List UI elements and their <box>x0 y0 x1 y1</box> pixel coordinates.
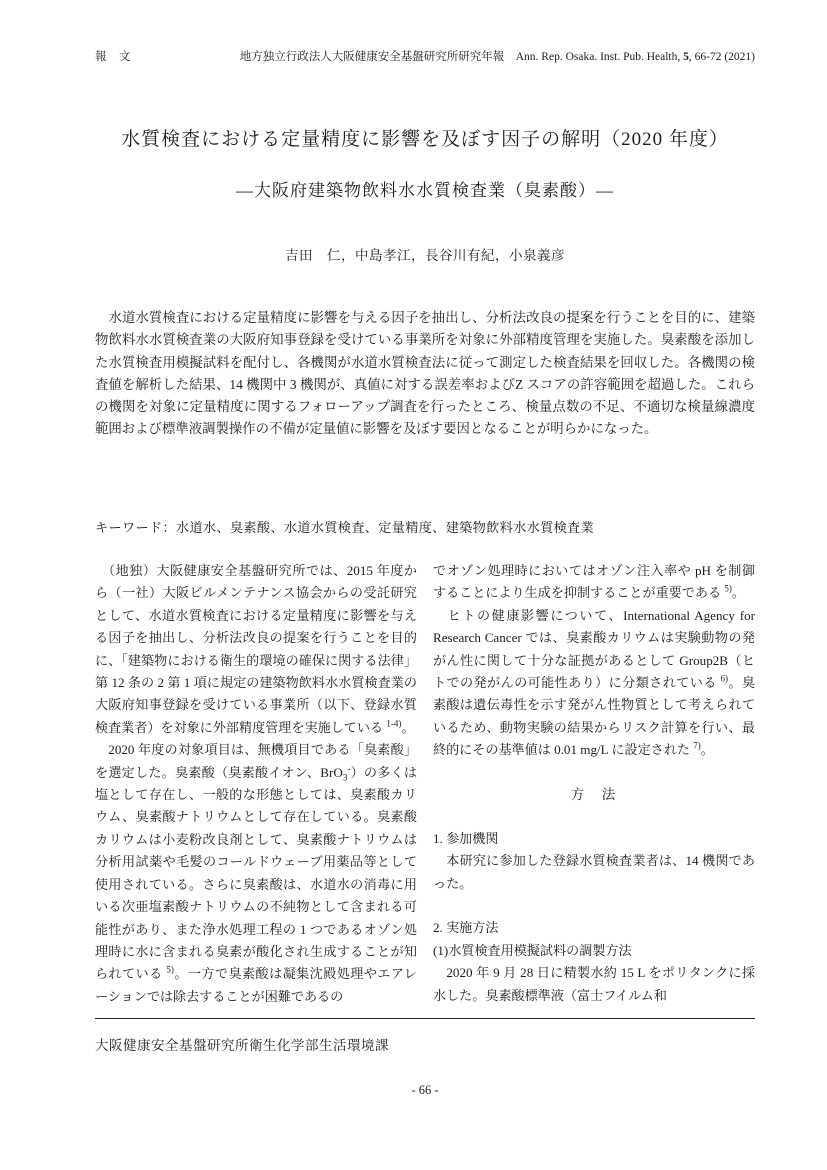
method-2-body: 2020 年 9 月 28 日に精製水約 15 L をポリタンクに採水した。臭素酸標準液（富士フイルム和 <box>433 965 755 1003</box>
footnote-divider <box>95 1018 755 1019</box>
intro-paragraph-2-continued: でオゾン処理時においてはオゾン注入率や pH を制御することにより生成を抑制することが重要である $^{5)}$。 <box>433 563 755 601</box>
left-column <box>95 560 417 1008</box>
journal-citation-en: Ann. Rep. Osaka. Inst. Pub. Health, <box>504 51 684 63</box>
intro-paragraph-1: （地独）大阪健康安全基盤研究所では、2015 年度から（一社）大阪ビルメンテナンス協会からの受託研究として、水道水質検査における定量精度に影響を与える因子を抽出し、分析法改良の提案を行うことを目的に、「建築物における衛生的環境の確保に関する法律」第 12 条の 2 第 1 項に規定の建築物飲料水水質検査業の大阪府知事登録を受けている事業所（以下、登録水質検査業者）を対象に外部精度管理を実施している $^{1-4)}$。 <box>95 563 417 735</box>
two-column-body <box>95 560 755 1008</box>
journal-volume: 5 <box>683 51 689 63</box>
journal-pages-year: , 66-72 (2021) <box>688 51 755 63</box>
paper-subtitle: ―大阪府建築物飲料水水質検査業（臭素酸）― <box>236 181 614 200</box>
method-2-subtitle: (1)水質検査用模擬試料の調製方法 <box>433 942 632 958</box>
page-content <box>95 0 755 1170</box>
right-column <box>433 560 755 1008</box>
abstract-paragraph: 水道水質検査における定量精度に影響を与える因子を抽出し、分析法改良の提案を行うことを目的に、建築物飲料水水質検査業の大阪府知事登録を受けている事業所を対象に外部精度管理を実施した。臭素酸を添加した水質検査用模擬試料を配付し、各機関が水道水質検査法に従って測定した検査結果を回収した。各機関の検査値を解析した結果、14 機関中 3 機関が、真値に対する誤差率およびZ スコアの許容範囲を超過した。これらの機関を対象に定量精度に関するフォローアップ調査を行ったところ、検量点数の不足、不適切な検量線濃度範囲および標準液調製操作の不備が定量値に影響を及ぼす要因となることが明らかになった。 <box>95 310 755 437</box>
journal-citation <box>240 48 755 64</box>
authors-line: 吉田 仁，中島孝江，長谷川有紀，小泉義彦 <box>285 248 565 263</box>
article-category-label: 報 文 <box>95 51 131 63</box>
page-header <box>95 48 755 64</box>
paper-title: 水質検査における定量精度に影響を及ぼす因子の解明（2020 年度） <box>121 129 729 150</box>
journal-name-jp: 地方独立行政法人大阪健康安全基盤研究所研究年報 <box>239 51 505 63</box>
intro-paragraph-2: 2020 年度の対象項目は、無機項目である「臭素酸」を選定した。臭素酸（臭素酸イオン、BrO$_3$-）の多くは塩として存在し、一般的な形態としては、臭素酸カリウム、臭素酸ナトリウムとして存在している。臭素酸カリウムは小麦粉改良剤として、臭素酸ナトリウムは分析用試薬や毛髪のコールドウェーブ用薬品等として使用されている。さらに臭素酸は、水道水の消毒に用いる次亜塩素酸ナトリウムの不純物として含まれる可能性があり、また浄水処理工程の 1 つであるオゾン処理時に水に含まれる臭素が酸化され生成することが知られている $^{5)}$。一方で臭素酸は凝集沈殿処理やエアレーションでは除去することが困難であるの <box>95 742 418 1004</box>
method-2-title: 2. 実施方法 <box>433 920 499 936</box>
intro-paragraph-3: ヒトの健康影響について、International Agency for Research Cancer では、臭素酸カリウムは実験動物の発がん性に関して十分な証拠があるとして Group2B（ヒトでの発がんの可能性あり）に分類されている $^{6)}$。臭素酸は遺伝毒性を示す発がん性物質として考えられているため、動物実験の結果からリスク計算を行い、最終的にその基準値は 0.01 mg/L に設定された $^{7)}$。 <box>433 607 755 758</box>
method-1-body: 本研究に参加した登録水質検査業者は、14 機関であった。 <box>433 853 755 891</box>
section-heading-methods: 方 法 <box>570 786 618 802</box>
keywords-line: キーワード：水道水、臭素酸、水道水質検査、定量精度、建築物飲料水水質検査業 <box>95 520 595 535</box>
page-number: - 66 - <box>411 1083 439 1097</box>
author-affiliation: 大阪健康安全基盤研究所衛生化学部生活環境課 <box>95 1038 389 1053</box>
paragraph-spacer <box>433 895 755 917</box>
method-1-title: 1. 参加機関 <box>433 831 499 847</box>
